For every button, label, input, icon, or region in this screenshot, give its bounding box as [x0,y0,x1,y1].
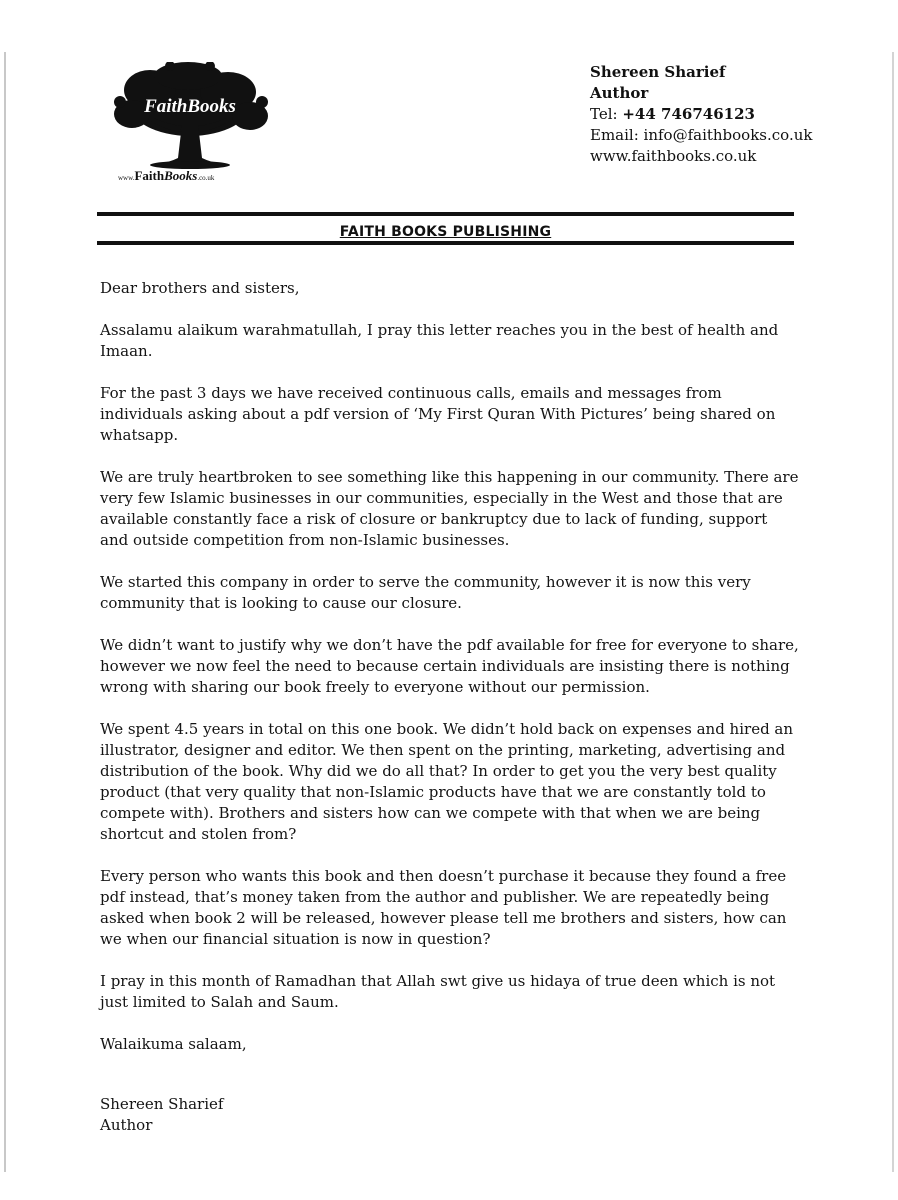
signature-name: Shereen Sharief [100,1095,224,1113]
logo-url-main: Faith [134,168,165,183]
contact-block [590,62,812,167]
letter-body [100,278,800,1076]
contact-tel-label: Tel: [590,105,623,123]
header-rule-bottom [97,241,794,245]
logo-url-prefix: www. [118,174,135,182]
contact-name: Shereen Sharief [590,63,726,81]
signature-block [100,1094,223,1136]
logo-wordmark: FaithBooks [144,96,236,117]
signature-role: Author [100,1116,153,1134]
contact-email: Email: info@faithbooks.co.uk [590,126,813,144]
contact-role: Author [590,84,649,102]
letter-paragraph-7: Every person who wants this book and then doesn’t purchase it because they found a free pdf instead, that’s money taken from the author and publisher. We are repeatedly being asked when book 2 will be released, however please tell me brothers and sisters, how can we when our financial situation is now in question? [100,867,787,948]
contact-website: www.faithbooks.co.uk [590,147,757,165]
letter-paragraph-6: We spent 4.5 years in total on this one book. We didn’t hold back on expenses and hired an illustrator, designer and editor. We then spent on the printing, marketing, advertising and distribution of the book. Why did we do all that? In order to get you the very best quality product (that very quality that non-Islamic products have that we are constantly told to compete with). Brothers and sisters how can we compete with that when we are being shortcut and stolen from? [100,720,794,843]
letter-paragraph-2: For the past 3 days we have received continuous calls, emails and messages from individuals asking about a pdf version of ‘My First Quran With Pictures’ being shared on whatsapp. [100,384,776,444]
letter-paragraph-8: I pray in this month of Ramadhan that Allah swt give us hidaya of true deen which is not just limited to Salah and Saum. [100,972,776,1011]
faithbooks-tree-logo [110,62,270,184]
logo-url-suffix: .co.uk [197,174,215,182]
letterhead-heading: FAITH BOOKS PUBLISHING [339,224,552,240]
logo-url-italic: Books [164,168,198,183]
header-rule-top [97,212,794,216]
letter-paragraph-5: We didn’t want to justify why we don’t have the pdf available for free for everyone to share, however we now feel the need to because certain individuals are insisting there is nothing wrong with sharing our book freely to everyone without our permission. [100,636,799,696]
logo-url [118,168,214,184]
letter-paragraph-3: We are truly heartbroken to see something like this happening in our community. There are very few Islamic businesses in our communities, especially in the West and those that are available constantly face a risk of closure or bankruptcy due to lack of funding, support and outside competition from non-Islamic businesses. [100,468,799,549]
letter-closing: Walaikuma salaam, [100,1035,247,1053]
letter-salutation: Dear brothers and sisters, [100,279,300,297]
letter-paragraph-1: Assalamu alaikum warahmatullah, I pray this letter reaches you in the best of health and Imaan. [100,321,779,360]
letter-paragraph-4: We started this company in order to serve the community, however it is now this very community that is looking to cause our closure. [100,573,751,612]
contact-tel [590,104,812,125]
contact-tel-number: +44 746746123 [622,105,755,123]
